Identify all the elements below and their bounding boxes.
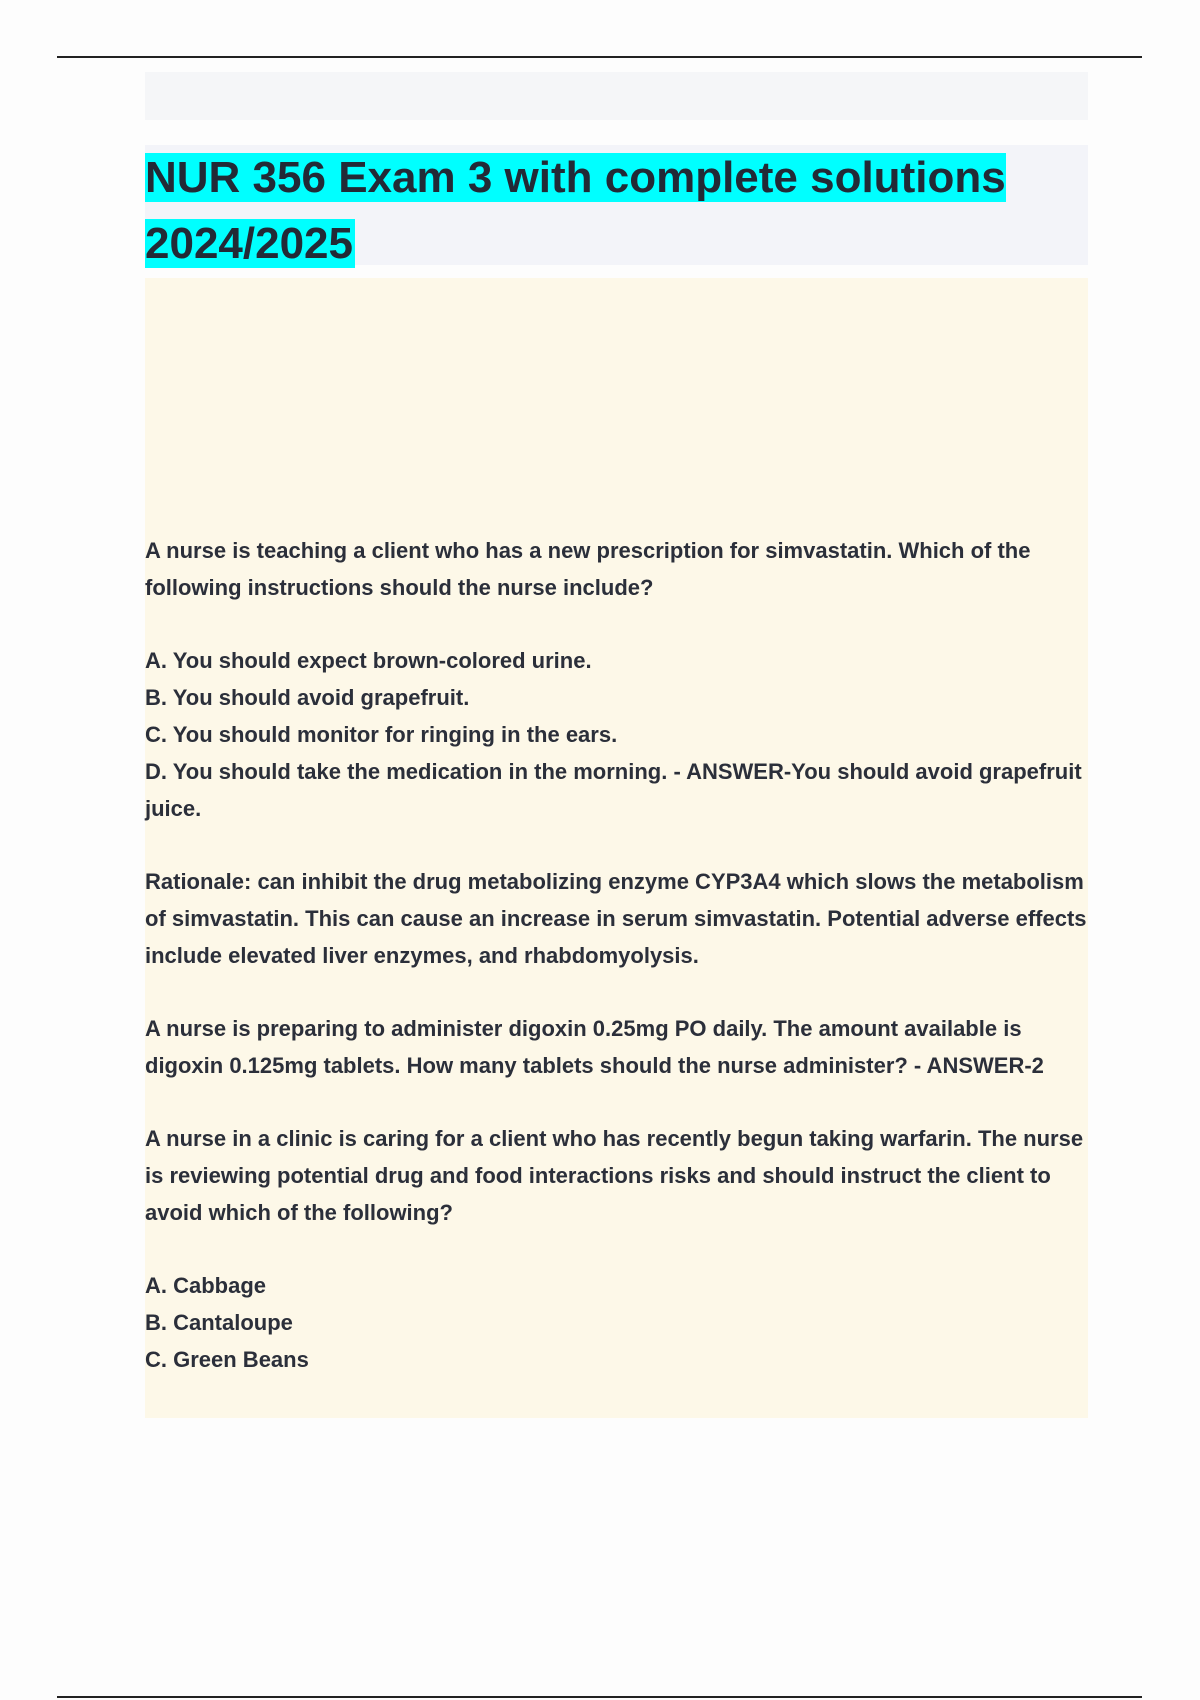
question-2-text: A nurse is preparing to administer digoxin 0.25mg PO daily. The amount available is digoxin 0.125mg tablets. How many tablets should the nurse administer? - ANSWER-2 — [145, 1016, 1044, 1078]
question-1-rationale: Rationale: can inhibit the drug metabolizing enzyme CYP3A4 which slows the metabolism of simvastatin. This can cause an increase in serum simvastatin. Potential adverse effects include elevated liver enzymes, and rhabdomyolysis. — [145, 869, 1087, 968]
option-item: B. You should avoid grapefruit. — [145, 685, 470, 710]
question-3-text: A nurse in a clinic is caring for a client who has recently begun taking warfarin. The nurse is reviewing potential drug and food interactions risks and should instruct the client to avoid which of the following? — [145, 1126, 1084, 1225]
question-3-options — [145, 1267, 1088, 1378]
bottom-rule — [57, 1696, 1142, 1698]
content-block — [145, 278, 1088, 1418]
header-strip — [145, 72, 1088, 120]
option-item: A. Cabbage — [145, 1273, 267, 1298]
title-block — [145, 145, 1088, 268]
option-item: A. You should expect brown-colored urine. — [145, 648, 592, 673]
document-body — [145, 532, 1088, 1378]
option-item: C. You should monitor for ringing in the ears. — [145, 722, 618, 747]
option-item: B. Cantaloupe — [145, 1310, 293, 1335]
option-item: C. Green Beans — [145, 1347, 309, 1372]
document-title: NUR 356 Exam 3 with complete solutions 2024/2025 — [145, 153, 1006, 268]
question-1-options — [145, 642, 1088, 827]
question-1-text: A nurse is teaching a client who has a new prescription for simvastatin. Which of the following instructions should the nurse include? — [145, 538, 1031, 600]
top-rule — [57, 56, 1142, 58]
option-item: D. You should take the medication in the morning. - ANSWER-You should avoid grapefruit juice. — [145, 759, 1082, 821]
